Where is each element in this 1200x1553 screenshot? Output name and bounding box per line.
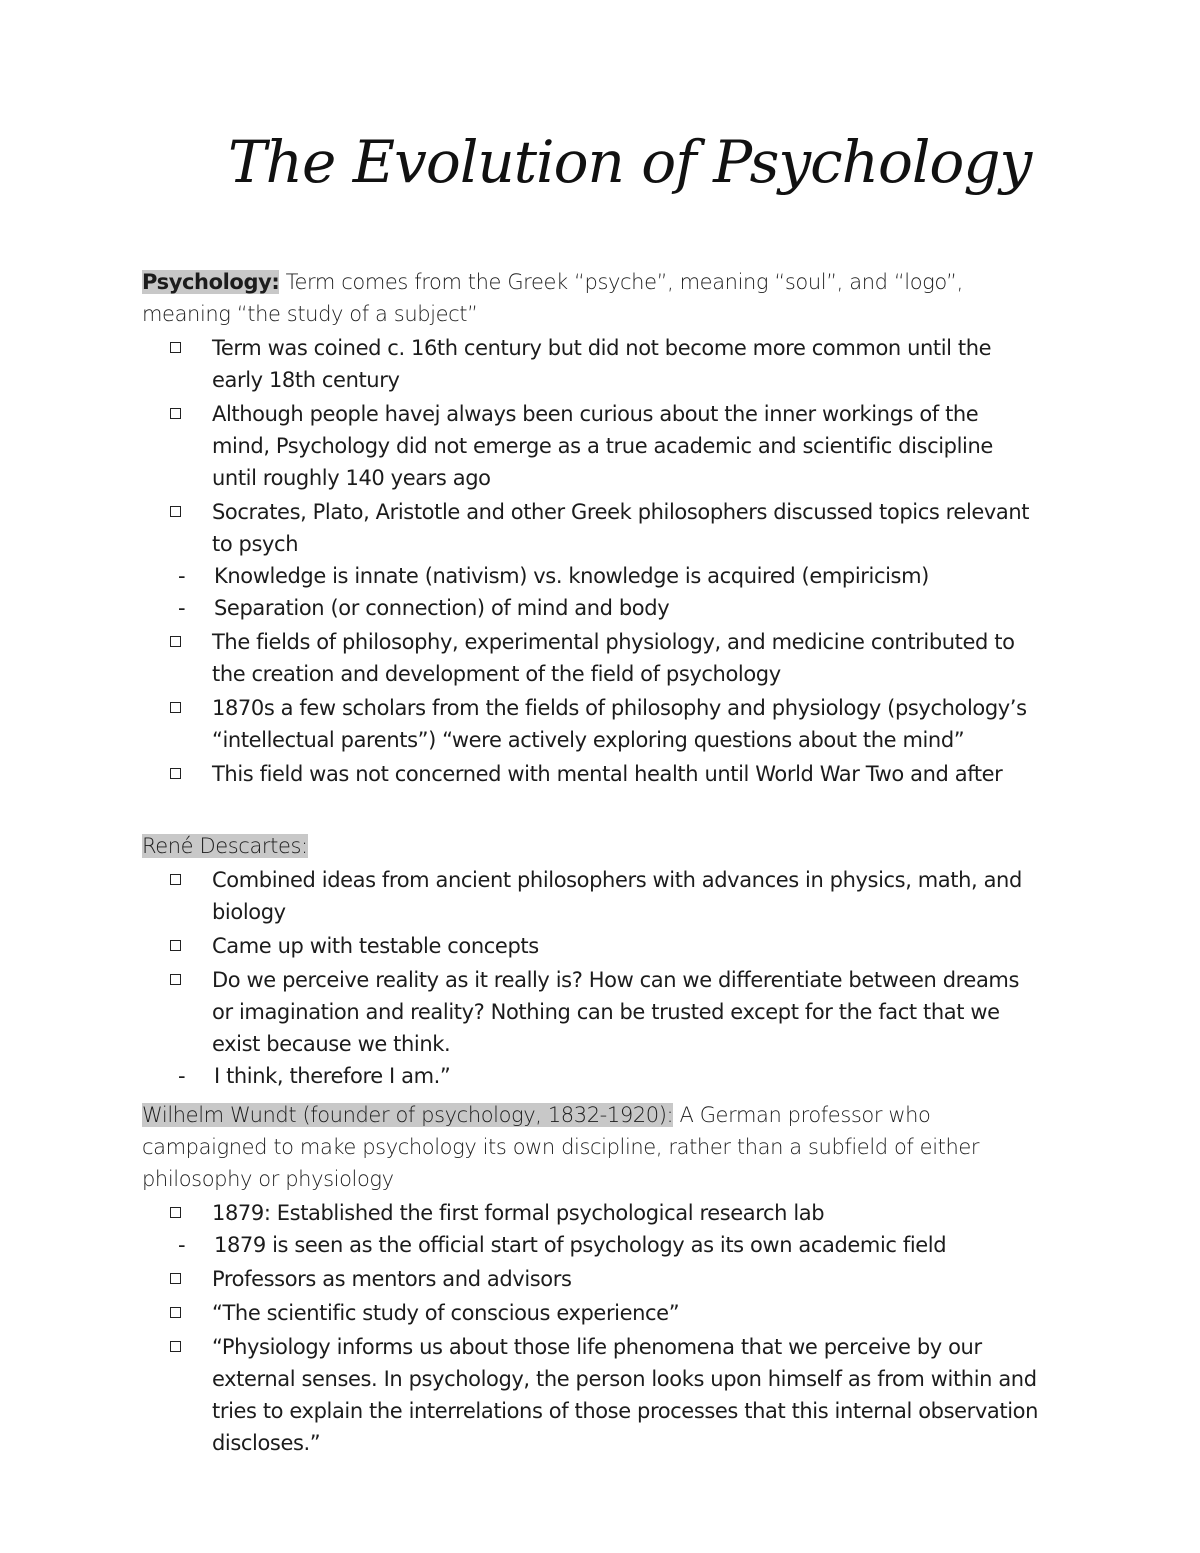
section-intro-text: A German professor who campaigned to make psychology its own discipline, rather than a subfield of either philosophy or physiology: [142, 1103, 980, 1191]
sub-list: [142, 560, 1042, 624]
sub-list-item: [142, 1060, 1042, 1092]
section-intro: [142, 1099, 1042, 1195]
list-item: [142, 758, 1042, 790]
checkbox-icon[interactable]: [170, 1341, 181, 1352]
list-item-text: Do we perceive reality as it really is? How can we differentiate between dreams or imagination and reality? Nothing can be trusted except for the fact that we exist because we think.: [212, 968, 1020, 1056]
list-item: [142, 864, 1042, 928]
checkbox-icon[interactable]: [170, 1207, 181, 1218]
checkbox-icon[interactable]: [170, 506, 181, 517]
sub-list-item-text: Separation (or connection) of mind and body: [214, 596, 670, 620]
list-item: [142, 496, 1042, 624]
checkbox-icon[interactable]: [170, 342, 181, 353]
checkbox-icon[interactable]: [170, 874, 181, 885]
section-heading: Psychology:: [142, 270, 280, 294]
list-item-text: Socrates, Plato, Aristotle and other Greek philosophers discussed topics relevant to psych: [212, 500, 1030, 556]
checkbox-list: [142, 332, 1042, 790]
section-wundt: [142, 1099, 1042, 1461]
page-title: The Evolution of Psychology: [228, 128, 1032, 196]
sub-list-item-text: I think, therefore I am.”: [214, 1064, 451, 1088]
sub-list-item-text: Knowledge is innate (nativism) vs. knowledge is acquired (empiricism): [214, 564, 929, 588]
sub-list-item: [142, 592, 1042, 624]
list-item-text: 1870s a few scholars from the fields of philosophy and physiology (psychology’s “intellectual parents”) “were actively exploring questions about the mind”: [212, 696, 1027, 752]
sub-list: [142, 1229, 1042, 1261]
section-heading: Wilhelm Wundt (founder of psychology, 1832-1920):: [142, 1103, 674, 1127]
list-item: [142, 692, 1042, 756]
list-item-text: This field was not concerned with mental health until World War Two and after: [212, 762, 1003, 786]
checkbox-icon[interactable]: [170, 768, 181, 779]
list-item-text: The fields of philosophy, experimental physiology, and medicine contributed to the creation and development of the field of psychology: [212, 630, 1015, 686]
checkbox-icon[interactable]: [170, 702, 181, 713]
checkbox-list: [142, 864, 1042, 1092]
list-item-text: 1879: Established the first formal psychological research lab: [212, 1201, 825, 1225]
list-item-text: Combined ideas from ancient philosophers with advances in physics, math, and biology: [212, 868, 1022, 924]
sub-list-item-text: 1879 is seen as the official start of psychology as its own academic field: [214, 1233, 947, 1257]
list-item: [142, 1263, 1042, 1295]
checkbox-icon[interactable]: [170, 408, 181, 419]
section-descartes: [142, 830, 1042, 1094]
sub-list: [142, 1060, 1042, 1092]
dash-icon: -: [178, 564, 186, 588]
section-intro: [142, 830, 1042, 862]
list-item: [142, 398, 1042, 494]
list-item-text: Professors as mentors and advisors: [212, 1267, 572, 1291]
section-intro: [142, 266, 1042, 330]
section-heading: René Descartes:: [142, 834, 308, 858]
checkbox-icon[interactable]: [170, 636, 181, 647]
list-item: [142, 626, 1042, 690]
list-item: [142, 964, 1042, 1092]
dash-icon: -: [178, 596, 186, 620]
list-item: [142, 332, 1042, 396]
sub-list-item: [142, 1229, 1042, 1261]
list-item-text: Came up with testable concepts: [212, 934, 539, 958]
list-item: [142, 1331, 1042, 1459]
sub-list-item: [142, 560, 1042, 592]
list-item: [142, 930, 1042, 962]
dash-icon: -: [178, 1233, 186, 1257]
list-item-text: Term was coined c. 16th century but did not become more common until the early 18th century: [212, 336, 992, 392]
section-intro-text: Term comes from the Greek “psyche”, meaning “soul”, and “logo”, meaning “the study of a subject”: [142, 270, 963, 326]
checkbox-icon[interactable]: [170, 1307, 181, 1318]
list-item-text: “The scientific study of conscious experience”: [212, 1301, 680, 1325]
list-item-text: Although people havej always been curious about the inner workings of the mind, Psychology did not emerge as a true academic and scientific discipline until roughly 140 years ago: [212, 402, 993, 490]
dash-icon: -: [178, 1064, 186, 1088]
checkbox-icon[interactable]: [170, 974, 181, 985]
list-item: [142, 1297, 1042, 1329]
section-psychology: [142, 266, 1042, 792]
list-item: [142, 1197, 1042, 1261]
list-item-text: “Physiology informs us about those life phenomena that we perceive by our external senses. In psychology, the person looks upon himself as from within and tries to explain the interrelations of those processes that this internal observation discloses.”: [212, 1335, 1039, 1455]
checkbox-icon[interactable]: [170, 1273, 181, 1284]
checkbox-list: [142, 1197, 1042, 1459]
checkbox-icon[interactable]: [170, 940, 181, 951]
